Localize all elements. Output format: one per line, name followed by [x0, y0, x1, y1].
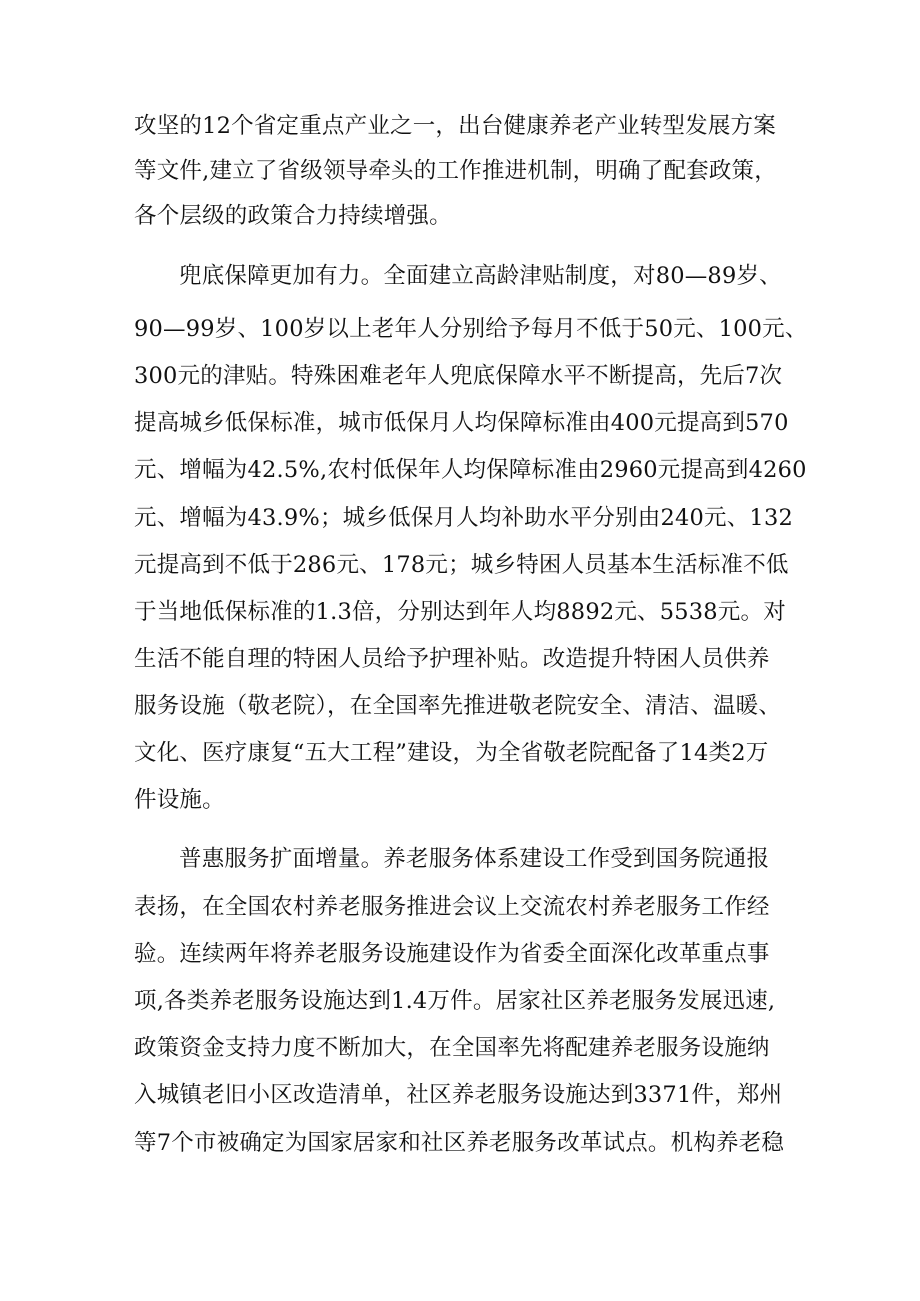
text-line: 验。连续两年将养老服务设施建设作为省委全面深化改革重点事 — [134, 941, 770, 967]
text-line: 元、增幅为43.9%；城乡低保月人均补助水平分别由240元、132 — [134, 505, 793, 531]
text-line: 提高城乡低保标准，城市低保月人均保障标准由400元提高到570 — [134, 410, 789, 436]
text-line: 生活不能自理的特困人员给予护理补贴。改造提升特困人员供养 — [134, 646, 770, 672]
text-line: 于当地低保标准的1.3倍，分别达到年人均8892元、5538元。对 — [134, 599, 786, 625]
text-line: 政策资金支持力度不断加大，在全国率先将配建养老服务设施纳 — [134, 1035, 770, 1061]
text-line: 表扬，在全国农村养老服务推进会议上交流农村养老服务工作经 — [134, 894, 770, 920]
text-line: 项,各类养老服务设施达到1.4万件。居家社区养老服务发展迅速, — [134, 988, 776, 1014]
text-line: 各个层级的政策合力持续增强。 — [134, 203, 452, 229]
text-line: 元、增幅为42.5%,农村低保年人均保障标准由2960元提高到4260 — [134, 457, 807, 483]
text-line: 攻坚的12个省定重点产业之一，出台健康养老产业转型发展方案 — [134, 113, 776, 139]
paragraph-heading-line: 兜底保障更加有力。全面建立高龄津贴制度，对80—89岁、 — [179, 263, 782, 289]
text-line: 等7个市被确定为国家居家和社区养老服务改革试点。机构养老稳 — [134, 1130, 785, 1156]
paragraph-heading-line: 普惠服务扩面增量。养老服务体系建设工作受到国务院通报 — [179, 846, 770, 872]
text-line: 服务设施（敬老院），在全国率先推进敬老院安全、清洁、温暖、 — [134, 693, 782, 719]
text-line: 90—99岁、100岁以上老年人分别给予每月不低于50元、100元、 — [134, 316, 808, 342]
text-line: 元提高到不低于286元、178元；城乡特困人员基本生活标准不低 — [134, 552, 789, 578]
text-line: 等文件,建立了省级领导牵头的工作推进机制，明确了配套政策， — [134, 158, 777, 184]
text-line: 入城镇老旧小区改造清单，社区养老服务设施达到3371件，郑州 — [134, 1082, 783, 1108]
text-line: 件设施。 — [134, 787, 225, 813]
text-line: 300元的津贴。特殊困难老年人兜底保障水平不断提高，先后7次 — [134, 363, 783, 389]
text-line: 文化、医疗康复“五大工程”建设，为全省敬老院配备了14类2万 — [134, 740, 769, 766]
